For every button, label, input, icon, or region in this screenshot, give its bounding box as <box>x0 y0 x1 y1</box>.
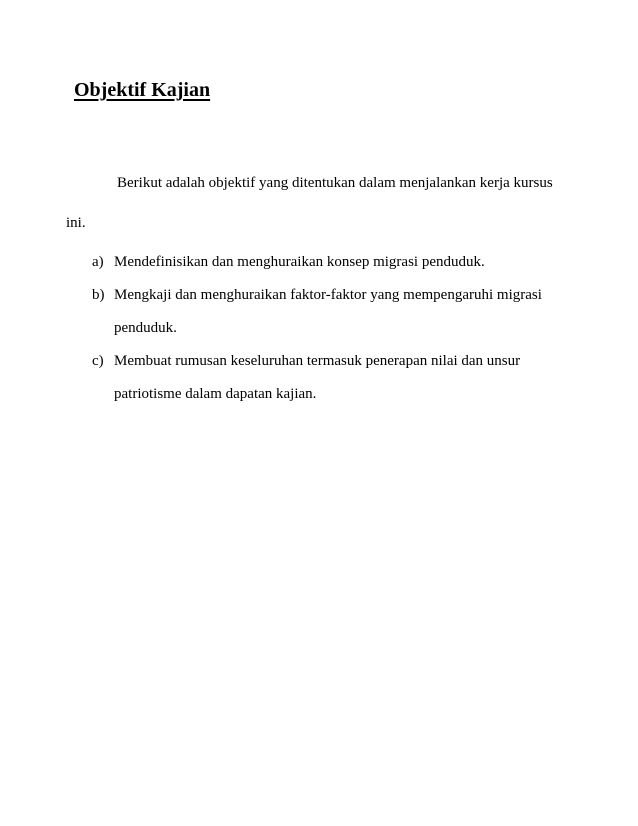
objective-text: Mendefinisikan dan menghuraikan konsep migrasi penduduk. <box>114 254 485 270</box>
list-item <box>92 345 562 411</box>
objectives-list <box>92 246 562 411</box>
intro-paragraph: Berikut adalah objektif yang ditentukan dalam menjalankan kerja kursus ini. <box>66 175 553 231</box>
list-item <box>92 279 562 345</box>
list-marker: c) <box>92 353 104 369</box>
objective-text: Membuat rumusan keseluruhan termasuk penerapan nilai dan unsur patriotisme dalam dapatan kajian. <box>114 353 521 402</box>
section-heading: Objektif Kajian <box>74 79 211 101</box>
list-item <box>92 246 562 279</box>
list-marker: a) <box>92 254 104 270</box>
objective-text: Mengkaji dan menghuraikan faktor-faktor yang mempengaruhi migrasi penduduk. <box>114 287 542 336</box>
list-marker: b) <box>92 287 105 303</box>
